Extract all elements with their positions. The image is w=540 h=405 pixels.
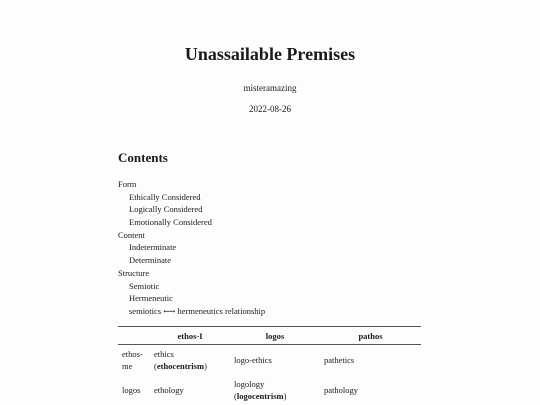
toc-item-indeterminate[interactable] xyxy=(118,241,265,254)
bold-term: logocentrism xyxy=(236,391,284,401)
column-header-ethos-i: ethos-I xyxy=(150,327,230,345)
toc-item-ethically-considered[interactable] xyxy=(118,191,265,204)
table-cell: logo-ethics xyxy=(234,355,272,365)
author-name: misteramazing xyxy=(243,83,297,93)
bold-term: ethocentrism xyxy=(156,361,205,371)
toc-item-logically-considered[interactable] xyxy=(118,203,265,216)
toc-item-form[interactable] xyxy=(118,178,265,191)
table-row xyxy=(118,345,421,376)
table-of-contents xyxy=(118,178,265,318)
table-cell: logology (logocentrism) xyxy=(234,379,287,401)
toc-item-emotionally-considered[interactable] xyxy=(118,216,265,229)
toc-item-semiotic[interactable] xyxy=(118,280,265,293)
toc-item-content[interactable] xyxy=(118,229,265,242)
toc-link[interactable]: Hermeneutic xyxy=(129,293,173,304)
table-row xyxy=(118,375,421,405)
toc-link[interactable]: Emotionally Considered xyxy=(129,217,212,228)
toc-link[interactable]: semiotics ⟷ hermeneutics relationship xyxy=(129,305,266,316)
table-cell: pathology xyxy=(324,385,358,395)
toc-link[interactable]: Structure xyxy=(118,267,150,278)
toc-link[interactable]: Determinate xyxy=(129,255,172,266)
toc-link[interactable]: Content xyxy=(118,229,145,240)
column-header-empty xyxy=(118,327,150,345)
toc-item-semiotics-hermeneutics-relationship[interactable] xyxy=(118,305,265,318)
toc-heading: Contents xyxy=(118,150,168,165)
toc-item-determinate[interactable] xyxy=(118,254,265,267)
concept-table xyxy=(118,326,421,405)
page-title: Unassailable Premises xyxy=(184,44,356,64)
row-label: logos xyxy=(122,385,141,395)
table-header-row xyxy=(118,327,421,345)
toc-item-structure[interactable] xyxy=(118,267,265,280)
toc-link[interactable]: Form xyxy=(118,179,137,189)
table-cell: pathetics xyxy=(324,355,355,365)
toc-item-hermeneutic[interactable] xyxy=(118,292,265,305)
publish-date: 2022-08-26 xyxy=(249,104,291,114)
column-header-pathos: pathos xyxy=(320,327,421,345)
column-header-logos: logos xyxy=(230,327,320,345)
toc-link[interactable]: Indeterminate xyxy=(129,242,177,253)
toc-link[interactable]: Ethically Considered xyxy=(129,191,201,202)
row-label: ethos- me xyxy=(122,349,143,371)
toc-link[interactable]: Logically Considered xyxy=(129,204,203,215)
table-cell: ethics (ethocentrism) xyxy=(154,349,207,371)
toc-link[interactable]: Semiotic xyxy=(129,280,160,291)
table-cell: ethology xyxy=(154,385,184,395)
